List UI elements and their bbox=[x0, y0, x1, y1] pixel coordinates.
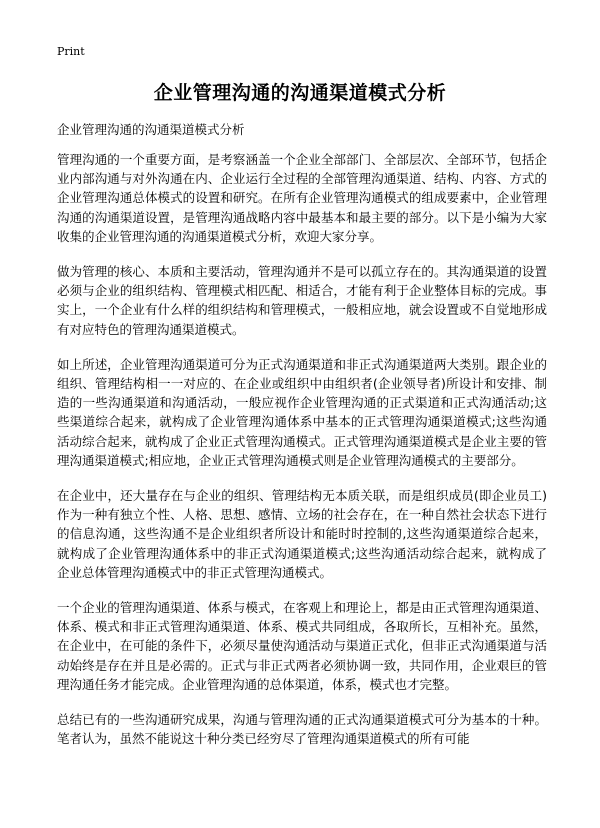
document-body bbox=[57, 150, 547, 764]
body-paragraph: 在企业中，还大量存在与企业的组织、管理结构无本质关联，而是组织成员(即企业员工)作为一种有独立个性、人格、思想、感情、立场的社会存在，在一种自然社会状态下进行的信息沟通，这些沟通不是企业组织者所设计和能时时控制的,这些沟通渠道综合起来，就构成了企业管理沟通体系中的非正式沟通渠道模式;这些沟通活动综合起来，就构成了企业总体管理沟通模式中的非正式管理沟通模式。 bbox=[57, 488, 547, 580]
body-paragraph: 总结已有的一些沟通研究成果，沟通与管理沟通的正式沟通渠道模式可分为基本的十种。笔者认为，虽然不能说这十种分类已经穷尽了管理沟通渠道模式的所有可能 bbox=[57, 712, 547, 747]
body-paragraph: 一个企业的管理沟通渠道、体系与模式，在客观上和理论上，都是由正式管理沟通渠道、体系、模式和非正式管理沟通渠道、体系、模式共同组成，各取所长，互相补充。虽然，在企业中，在可能的条件下，必须尽量使沟通活动与渠道正式化，但非正式沟通渠道与活动始终是存在并且是必需的。正式与非正式两者必须协调一致，共同作用，企业艰巨的管理沟通任务才能完成。企业管理沟通的总体渠道，体系，模式也才完整。 bbox=[57, 600, 547, 692]
document-title: 企业管理沟通的沟通渠道模式分析 bbox=[153, 82, 447, 104]
print-link[interactable]: Print bbox=[57, 45, 85, 58]
body-paragraph: 管理沟通的一个重要方面，是考察涵盖一个企业全部部门、全部层次、全部环节，包括企业内部沟通与对外沟通在内、企业运行全过程的全部管理沟通渠道、结构、内容、方式的企业管理沟通总体模式的设置和研究。在所有企业管理沟通模式的组成要素中，企业管理沟通的沟通渠道设置，是管理沟通战略内容中最基本和最主要的部分。以下是小编为大家收集的企业管理沟通的沟通渠道模式分析，欢迎大家分享。 bbox=[57, 152, 547, 244]
document-subtitle: 企业管理沟通的沟通渠道模式分析 bbox=[57, 122, 245, 137]
body-paragraph: 做为管理的核心、本质和主要活动，管理沟通并不是可以孤立存在的。其沟通渠道的设置必须与企业的组织结构、管理模式相匹配、相适合，才能有利于企业整体目标的完成。事实上，一个企业有什么样的组织结构和管理模式，一般相应地，就会设置或不自觉地形成有对应特色的管理沟通渠道模式。 bbox=[57, 264, 547, 337]
body-paragraph: 如上所述，企业管理沟通渠道可分为正式沟通渠道和非正式沟通渠道两大类别。跟企业的组织、管理结构相一一对应的、在企业或组织中由组织者(企业领导者)所设计和安排、制造的一些沟通渠道和沟通活动，一般应视作企业管理沟通的正式渠道和正式沟通活动;这些渠道综合起来，就构成了企业管理沟通体系中基本的正式管理沟通渠道模式;这些沟通活动综合起来，就构成了企业正式管理沟通模式。正式管理沟通渠道模式是企业主要的管理沟通渠道模式;相应地，企业正式管理沟通模式则是企业管理沟通模式的主要部分。 bbox=[57, 356, 547, 468]
